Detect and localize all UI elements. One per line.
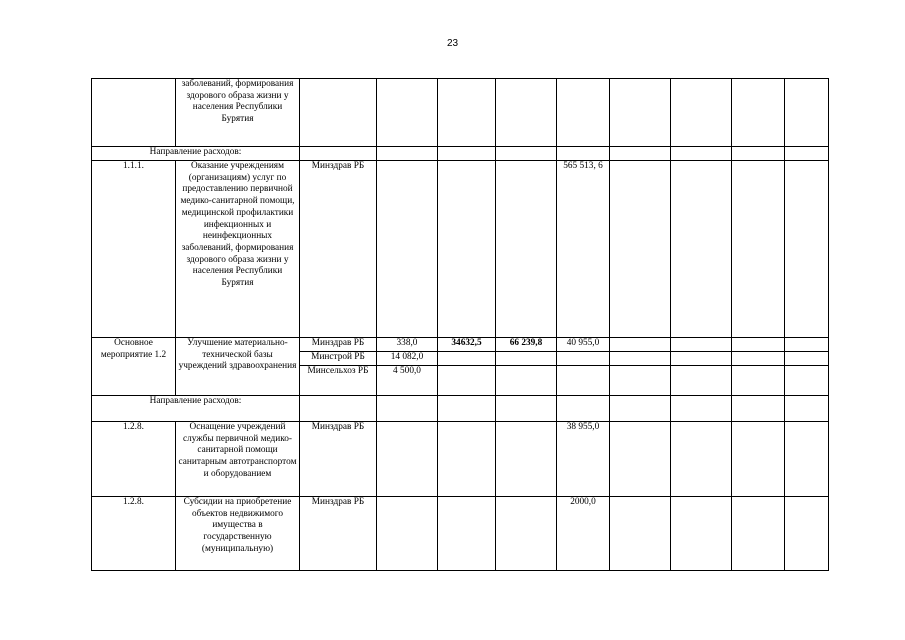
code-cell: 1.1.1. xyxy=(92,161,176,338)
value-cell: 338,0 xyxy=(377,338,438,352)
name-cell: Оказание учреждениям (организациям) услуг по предоставлению первичной медико-санитарной помощи, медицинской профилактики инфекционных и неинфекционных заболеваний, формирования здорового образа жизни у населения Республики Бурятия xyxy=(176,161,300,338)
code-cell: 1.2.8. xyxy=(92,497,176,571)
agency-cell: Минздрав РБ xyxy=(300,161,377,338)
agency-cell: Минздрав РБ xyxy=(300,497,377,571)
direction-row xyxy=(92,147,829,161)
agency-cell: Минсельхоз РБ xyxy=(300,366,377,396)
value-cell: 38 955,0 xyxy=(557,422,610,497)
code-cell xyxy=(92,79,176,147)
table-row xyxy=(92,497,829,571)
value-cell: 40 955,0 xyxy=(557,338,610,352)
page-number: 23 xyxy=(446,38,459,49)
name-cell: Оснащение учреждений службы первичной медико-санитарной помощи санитарным автотранспортом и оборудованием xyxy=(176,422,300,497)
name-cell: заболеваний, формирования здорового образа жизни у населения Республики Бурятия xyxy=(176,79,300,147)
value-cell: 565 513, 6 xyxy=(557,161,610,338)
budget-table xyxy=(91,78,829,571)
agency-cell: Минздрав РБ xyxy=(300,338,377,352)
code-cell: Основное мероприятие 1.2 xyxy=(92,338,176,396)
direction-row xyxy=(92,396,829,422)
code-cell: 1.2.8. xyxy=(92,422,176,497)
value-cell: 2000,0 xyxy=(557,497,610,571)
table-row xyxy=(92,422,829,497)
value-cell: 14 082,0 xyxy=(377,352,438,366)
agency-cell: Минздрав РБ xyxy=(300,422,377,497)
table-row xyxy=(92,338,829,352)
agency-cell: Минстрой РБ xyxy=(300,352,377,366)
table-row xyxy=(92,161,829,338)
value-cell: 34632,5 xyxy=(438,338,496,352)
name-cell: Улучшение материально-технической базы учреждений здравоохранения xyxy=(176,338,300,396)
direction-label: Направление расходов: xyxy=(92,147,300,161)
name-cell: Субсидии на приобретение объектов недвижимого имущества в государственную (муниципальную) xyxy=(176,497,300,571)
value-cell: 66 239,8 xyxy=(496,338,557,352)
direction-label: Направление расходов: xyxy=(92,396,300,422)
table-row xyxy=(92,79,829,147)
value-cell: 4 500,0 xyxy=(377,366,438,396)
